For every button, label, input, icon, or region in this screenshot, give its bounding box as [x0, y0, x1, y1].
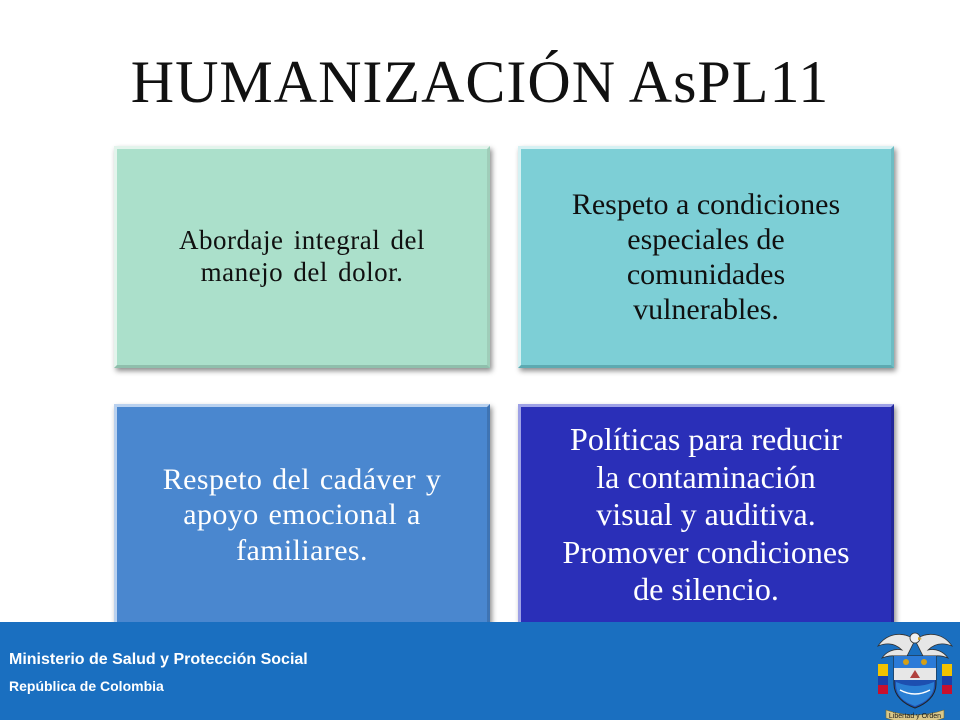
box-contamination-policies	[518, 404, 894, 626]
box-line: vulnerables.	[633, 293, 779, 327]
box-text	[179, 225, 425, 289]
box-line: manejo del dolor.	[200, 257, 404, 287]
box-text	[562, 421, 849, 608]
box-line: familiares.	[236, 533, 368, 567]
footer-bar	[0, 622, 960, 720]
ministry-name: Ministerio de Salud y Protección Social	[9, 651, 308, 668]
box-respect-deceased	[114, 404, 490, 626]
motto-text: Libertad y Orden	[888, 713, 942, 720]
box-line: Políticas para reducir	[570, 421, 842, 458]
box-line: la contaminación	[596, 458, 816, 495]
slide-title: HUMANIZACIÓN AsPL11	[130, 49, 830, 115]
box-pain-management	[114, 146, 490, 368]
country-name: República de Colombia	[9, 678, 164, 694]
box-text	[163, 462, 441, 567]
box-line: comunidades	[626, 258, 786, 291]
box-line: especiales de	[627, 222, 785, 256]
box-line: Respeto a condiciones	[571, 187, 841, 221]
box-text	[572, 187, 840, 327]
box-vulnerable-communities	[518, 146, 894, 368]
box-line: de silencio.	[633, 571, 779, 608]
coat-of-arms-icon	[872, 624, 958, 720]
box-line: Respeto del cadáver y	[162, 463, 442, 497]
box-line: visual y auditiva.	[596, 496, 816, 533]
box-line: Promover condiciones	[562, 533, 850, 570]
box-line: apoyo emocional a	[183, 498, 421, 532]
box-line: Abordaje integral del	[179, 225, 425, 256]
